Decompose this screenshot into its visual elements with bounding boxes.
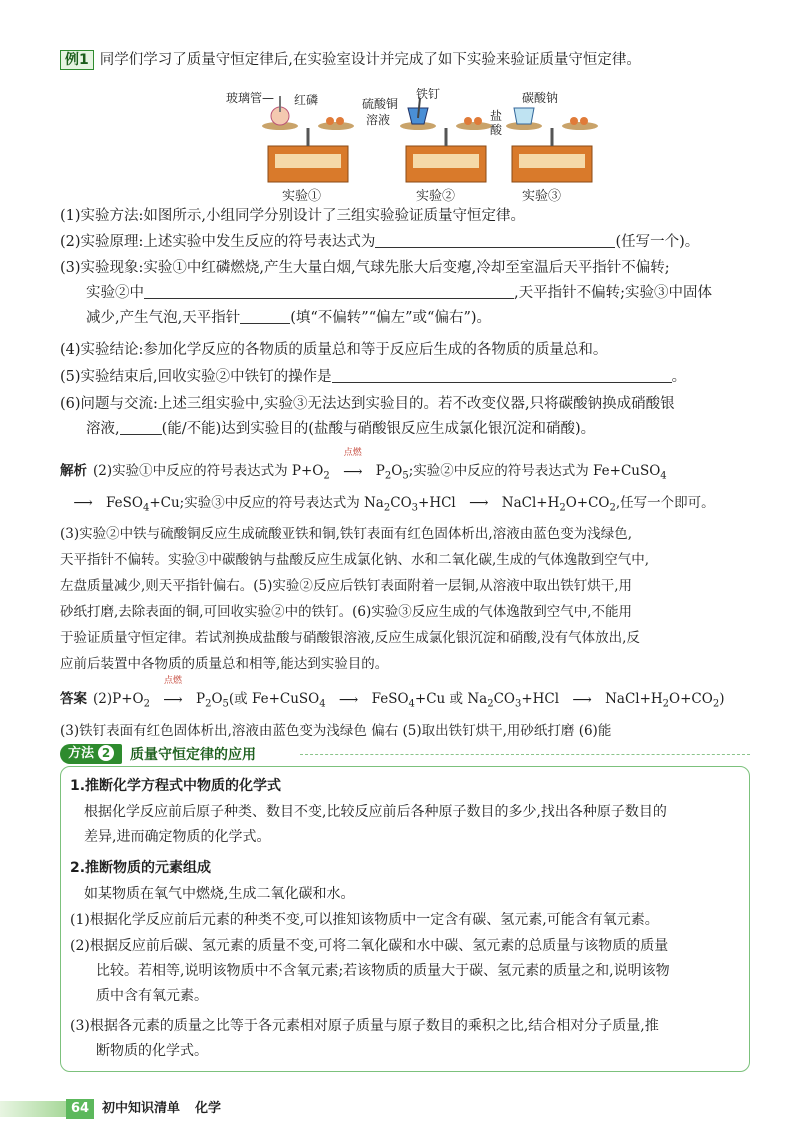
label-glass-tube: 玻璃管— [226, 91, 275, 105]
page-footer [0, 1095, 800, 1123]
method-header [60, 743, 256, 765]
method-point-2: (2)根据反应前后碳、氢元素的质量不变,可将二氧化碳和水中碳、氢元素的总质量与该物质的质量 比较。若相等,说明该物质中不含氧元素;若该物质的质量大于碳、氢元素的质量之和,说明该物 质中含有氧元素。 [70, 938, 670, 1004]
example-title [60, 50, 770, 70]
question-1: (1)实验方法:如图所示,小组同学分别设计了三组实验验证质量守恒定律。 [60, 208, 526, 224]
experiment-figure [220, 88, 600, 208]
answer-blank-3b[interactable] [240, 307, 290, 324]
caption-exp1: 实验① [282, 189, 322, 204]
question-5: (5)实验结束后,回收实验②中铁钉的操作是 。 [60, 365, 760, 390]
book-title: 初中知识清单 [102, 1101, 181, 1116]
answer-tag: 答案 [60, 691, 87, 707]
label-hcl-2: 酸 [490, 123, 503, 137]
method-section-1-text: 根据化学反应前后原子种类、数目不变,比较反应前后各种原子数目的多少,找出各种原子数目的 差异,进而确定物质的化学式。 [84, 804, 667, 845]
reaction-arrow: ⟶ [469, 495, 489, 512]
method-point-1: (1)根据化学反应前后元素的种类不变,可以推知该物质中一定含有碳、氢元素,可能含有氧元素。 [70, 912, 659, 928]
answer-blank-2[interactable] [375, 231, 615, 248]
reaction-arrow: ⟶ [73, 495, 93, 512]
reaction-arrow: ⟶ [338, 691, 359, 708]
reaction-arrow: ⟶ [572, 691, 592, 708]
balance-1 [262, 96, 354, 182]
page-number: 64 [66, 1099, 94, 1119]
answer-block: 答案 $(2)P+O_2$ 点燃 ⟶ $P_2O_5$(或 Fe+CuSO$_4$ ⟶ FeSO$_4$+Cu 或 $Na_2CO_3+HCl$ ⟶ $NaCl+H_2O+CO_2$) (3)铁钉表面有红色固体析出,溶液由蓝色变为浅绿色 偏右 (5)取出铁钉烘干,用砂纸打磨 (6)能 [60, 675, 725, 739]
caption-exp3: 实验③ [522, 189, 562, 204]
balance-2 [400, 98, 492, 182]
question-2: (2)实验原理:上述实验中发生反应的符号表达式为 (任写一个)。 [60, 230, 760, 255]
example-tag: 例1 [60, 50, 94, 70]
method-section-1-title: 1.推断化学方程式中物质的化学式 [70, 778, 282, 794]
footer-bar [0, 1101, 66, 1117]
reaction-arrow: 点燃 ⟶ [163, 675, 183, 708]
example-text: 同学们学习了质量守恒定律后,在实验室设计并完成了如下实验来验证质量守恒定律。 [99, 52, 641, 68]
reaction-arrow: 点燃 ⟶ [343, 447, 363, 480]
answer-blank-5[interactable] [332, 366, 672, 383]
balance-3 [506, 108, 598, 182]
label-copper-sulfate: 硫酸铜 [362, 97, 399, 111]
answer-blank-6[interactable] [120, 418, 162, 435]
answer-blank-3a[interactable] [144, 282, 514, 299]
method-badge: 方法 2 [60, 744, 122, 764]
question-3: (3)实验现象:实验①中红磷燃烧,产生大量白烟,气球先胀大后变瘪,冷却至室温后天平指针不偏转; 实验②中 ,天平指针不偏转;实验③中固体 减少,产生气泡,天平指针 (填“不偏转”“偏左”或“偏右”)。 [60, 260, 712, 326]
method-number: 2 [98, 745, 114, 761]
label-sodium-carbonate: 碳酸钠 [522, 91, 559, 105]
method-section-2-text: 如某物质在氧气中燃烧,生成二氧化碳和水。 [84, 886, 355, 902]
analysis-tag: 解析 [60, 463, 87, 479]
method-title: 质量守恒定律的应用 [130, 747, 257, 763]
label-solution: 溶液 [366, 113, 391, 127]
method-divider [300, 754, 750, 755]
question-6: (6)问题与交流:上述三组实验中,实验③无法达到实验目的。若不改变仪器,只将碳酸钠换成硝酸银 溶液, (能/不能)达到实验目的(盐酸与硝酸银反应生成氯化银沉淀和硝酸)。 [60, 396, 675, 437]
method-section-2-title: 2.推断物质的元素组成 [70, 860, 212, 876]
question-4: (4)实验结论:参加化学反应的各物质的质量总和等于反应后生成的各物质的质量总和。 [60, 342, 608, 358]
label-red-phosphorus: 红磷 [294, 93, 319, 107]
caption-exp2: 实验② [416, 189, 456, 204]
label-iron-nail: 铁钉 [416, 88, 441, 101]
label-hcl-1: 盐 [490, 109, 503, 123]
subject-title: 化学 [195, 1101, 222, 1116]
analysis-block: 解析 (2)实验①中反应的符号表达式为 $P+O_2$ 点燃 ⟶ $P_2O_5$;实验②中反应的符号表达式为 Fe+CuSO$_4$ ⟶ FeSO$_4$+Cu;实验③中反应的符号表达式为 $Na_2CO_3+HCl$ ⟶ $NaCl+H_2O+CO_2$,任写一个即可。 (3)实验②中铁与硫酸铜反应生成硫酸亚铁和铜,铁钉表面有红色固体析出,溶液由蓝色变为浅绿色, 天平指针不偏转。实验③中碳酸钠与盐酸反应生成氯化钠、水和二氧化碳,生成的气体逸散到空气中, 左盘质量减少,则天平指针偏右。(5)实验②反应后铁钉表面附着一层铜,从溶液中取出铁钉烘干,用 砂纸打磨,去除表面的铜,可回收实验②中的铁钉。(6)实验③反应生成的气体逸散到空气中,不能用 于验证质量守恒定律。若试剂换成盐酸与硝酸银溶液,反应生成氯化银沉淀和硝酸,没有气体放出,反 应前后装置中各物质的质量总和相等,能达到实验目的。 [60, 447, 715, 673]
method-point-3: (3)根据各元素的质量之比等于各元素相对原子质量与原子数目的乘积之比,结合相对分子质量,推 断物质的化学式。 [70, 1018, 659, 1059]
